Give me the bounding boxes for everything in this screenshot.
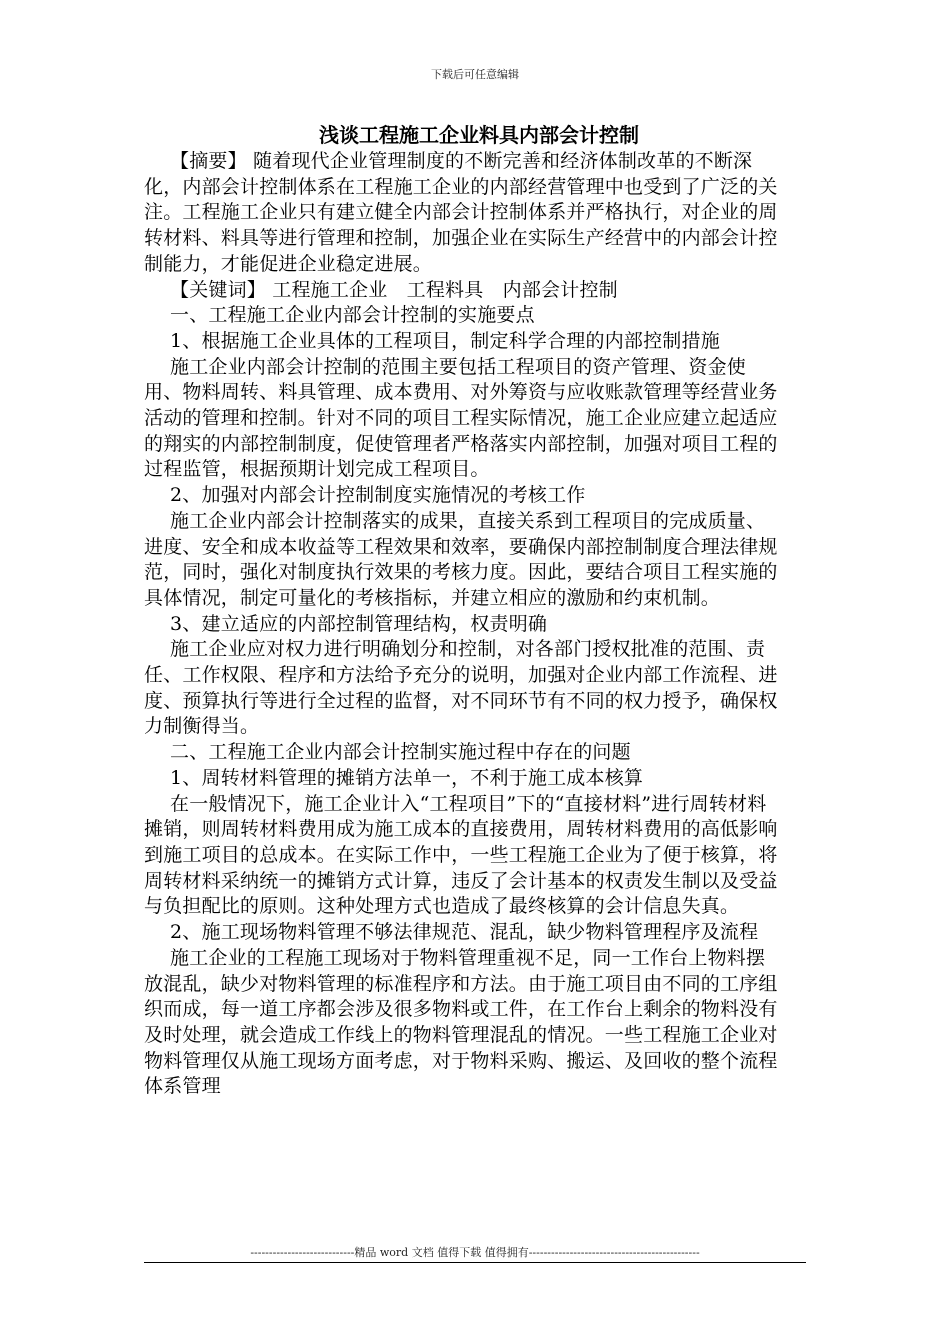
subsection-heading-1-1: 1、根据施工企业具体的工程项目，制定科学合理的内部控制措施 (170, 329, 720, 352)
subsection-heading-2-2: 2、施工现场物料管理不够法律规范、混乱，缺少物料管理程序及流程 (170, 921, 759, 944)
page-footer: ----------------------------精品 word 文档 值得下载 值得拥有---------------------------------------------- (250, 1246, 700, 1259)
subsection-heading-2-1: 1、周转材料管理的摊销方法单一，不利于施工成本核算 (170, 766, 644, 789)
subsection-heading-1-2: 2、加强对内部会计控制制度实施情况的考核工作 (170, 484, 586, 507)
body-paragraph: 施工企业的工程施工现场对于物料管理重视不足，同一工作台上物料摆放混乱，缺少对物料管理的标准程序和方法。由于施工项目由不同的工序组织而成，每一道工序都会涉及很多物料或工件，在工作台上剩余的物料没有及时处理，就会造成工作线上的物料管理混乱的情况。一些工程施工企业对物料管理仅从施工现场方面考虑，对于物料采购、搬运、及回收的整个流程体系管理 (144, 946, 778, 1098)
body-paragraph: 施工企业应对权力进行明确划分和控制，对各部门授权批准的范围、责任、工作权限、程序和方法给予充分的说明，加强对企业内部工作流程、进度、预算执行等进行全过程的监督，对不同环节有不同的权力授予，确保权力制衡得当。 (144, 638, 778, 738)
document-body (144, 119, 784, 1100)
keywords-line: 【关键词】 工程施工企业 工程料具 内部会计控制 (170, 278, 618, 301)
section-heading-2: 二、工程施工企业内部会计控制实施过程中存在的问题 (170, 741, 631, 764)
section-heading-1: 一、工程施工企业内部会计控制的实施要点 (170, 304, 535, 327)
abstract-paragraph: 【摘要】 随着现代企业管理制度的不断完善和经济体制改革的不断深化，内部会计控制体系在工程施工企业的内部经营管理中也受到了广泛的关注。工程施工企业只有建立健全内部会计控制体系并严格执行，对企业的周转材料、料具等进行管理和控制，加强企业在实际生产经营中的内部会计控制能力，才能促进企业稳定进展。 (144, 150, 778, 275)
document-title: 浅谈工程施工企业料具内部会计控制 (319, 123, 639, 147)
body-paragraph: 施工企业内部会计控制的范围主要包括工程项目的资产管理、资金使用、物料周转、料具管理、成本费用、对外筹资与应收账款管理等经营业务活动的管理和控制。针对不同的项目工程实际情况，施工企业应建立起适应的翔实的内部控制制度，促使管理者严格落实内部控制，加强对项目工程的过程监管，根据预期计划完成工程项目。 (144, 355, 778, 481)
subsection-heading-1-3: 3、建立适应的内部控制管理结构，权责明确 (170, 612, 548, 635)
page-header: 下载后可任意编辑 (431, 68, 519, 81)
body-paragraph: 施工企业内部会计控制落实的成果，直接关系到工程项目的完成质量、进度、安全和成本收益等工程效果和效率，要确保内部控制制度合理法律规范，同时，强化对制度执行效果的考核力度。因此，要结合项目工程实施的具体情况，制定可量化的考核指标，并建立相应的激励和约束机制。 (144, 509, 778, 609)
body-paragraph: 在一般情况下，施工企业计入“工程项目”下的“直接材料”进行周转材料摊销，则周转材料费用成为施工成本的直接费用，周转材料费用的高低影响到施工项目的总成本。在实际工作中，一些工程施工企业为了便于核算，将周转材料采纳统一的摊销方式计算，违反了会计基本的权责发生制以及受益与负担配比的原则。这种处理方式也造成了最终核算的会计信息失真。 (144, 792, 778, 918)
footer-divider (144, 1262, 806, 1263)
